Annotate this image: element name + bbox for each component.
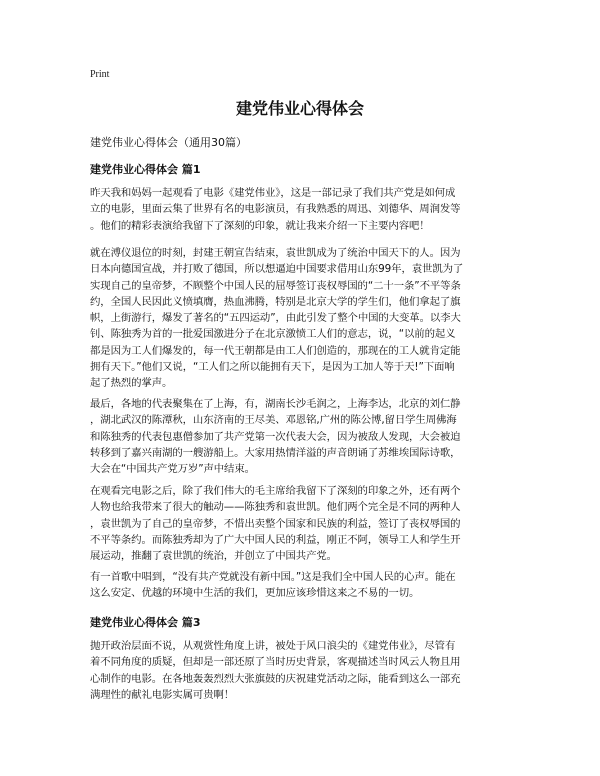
text-line: 抛开政治层面不说，从观赏性角度上讲，被处于风口浪尖的《建党伟业》，尽管有 [90, 640, 456, 652]
section-heading-1: 建党伟业心得体会 篇1 [90, 163, 201, 176]
text-line: 人物也给我带来了很大的触动——陈独秀和袁世凯。他们两个完全是不同的两种人 [90, 501, 461, 514]
document-title: 建党伟业心得体会 [235, 99, 364, 118]
text-line: 不平等条约。而陈独秀却为了广大中国人民的利益，刚正不阿，领导工人和学生开 [90, 533, 461, 546]
paragraph-3 [90, 396, 518, 477]
text-line: 帜，上街游行，爆发了著名的“五四运动”，由此引发了整个中国的大变革。以李大 [90, 312, 461, 325]
text-line: 展运动，推翻了袁世凯的统治，并创立了中国共产党。 [90, 550, 337, 563]
paragraph-2 [90, 245, 518, 392]
text-line: ，袁世凯为了自己的皇帝梦，不惜出卖整个国家和民族的利益，签订了丧权辱国的 [90, 517, 461, 530]
text-line: 着不同角度的质疑，但却是一部还原了当时历史背景，客观描述当时风云人物且用 [90, 656, 461, 669]
text-line: 转移到了嘉兴南湖的一艘游船上。大家用热情洋溢的声音朗诵了苏维埃国际诗歌， [90, 446, 461, 459]
text-line: 立的电影，里面云集了世界有名的电影演员，有我熟悉的周迅、刘德华、周润发等 [90, 203, 461, 216]
text-line: 心制作的电影。在各地轰轰烈烈大张旗鼓的庆祝建党活动之际，能看到这么一部充 [90, 672, 461, 685]
paragraph-4 [90, 483, 518, 564]
document-subtitle: 建党伟业心得体会（通用30篇） [90, 136, 247, 149]
paragraph-5 [90, 569, 518, 602]
text-line: 就在溥仪退位的时刻，封建王朝宣告结束，袁世凯成为了统治中国天下的人。因为 [90, 247, 461, 259]
text-line: 起了热烈的掌声。 [90, 377, 173, 390]
text-line: 。他们的精彩表演给我留下了深刻的印象，就让我来介绍一下主要内容吧！ [90, 219, 430, 232]
text-line: 都是因为工人们爆发的，每一代王朝都是由工人们创造的，那现在的工人就肯定能 [90, 344, 461, 357]
text-line: 满理性的献礼电影实属可贵啊！ [90, 688, 235, 701]
text-line: 实现自己的皇帝梦，不顾整个中国人民的屈辱签订丧权辱国的“二十一条”不平等条 [90, 279, 461, 292]
text-line: 有一首歌中唱到，“没有共产党就没有新中国。”这是我们全中国人民的心声。能在 [90, 571, 456, 583]
text-line: 大会在“中国共产党万岁”声中结束。 [90, 463, 255, 476]
text-line: 钊、陈独秀为首的一批爱国激进分子在北京激愤工人们的意志，说，“以前的起义 [90, 328, 456, 341]
text-line: 日本向德国宣战，并打败了德国，所以想逼迫中国要求借用山东99年，袁世凯为了 [90, 263, 464, 276]
section-heading-3: 建党伟业心得体会 篇3 [90, 616, 201, 629]
text-line: 昨天我和妈妈一起观看了电影《建党伟业》，这是一部记录了我们共产党是如何成 [90, 187, 456, 199]
text-line: 在观看完电影之后，除了我们伟大的毛主席给我留下了深刻的印象之外，还有两个 [90, 485, 461, 497]
print-link[interactable]: Print [90, 69, 110, 80]
paragraph-6 [90, 638, 518, 703]
text-line: 最后，各地的代表聚集在了上海，有，湖南长沙毛润之，上海李达，北京的刘仁静 [90, 398, 461, 410]
paragraph-1 [90, 185, 518, 234]
text-line: 这么安定、优越的环境中生活的我们，更加应该珍惜这来之不易的一切。 [90, 587, 420, 600]
text-line: 约，全国人民因此义愤填膺，热血沸腾，特别是北京大学的学生们，他们拿起了旗 [90, 295, 461, 308]
text-line: ，湖北武汉的陈潭秋，山东济南的王尽美、邓恩铭,广州的陈公博,留日学生周佛海 [90, 414, 457, 427]
text-line: 和陈独秀的代表包惠僧参加了共产党第一次代表大会，因为被敌人发现，大会被迫 [90, 430, 461, 443]
text-line: 拥有天下。”他们又说，“工人们之所以能拥有天下，是因为工加人等于天!”下面响 [90, 361, 455, 374]
